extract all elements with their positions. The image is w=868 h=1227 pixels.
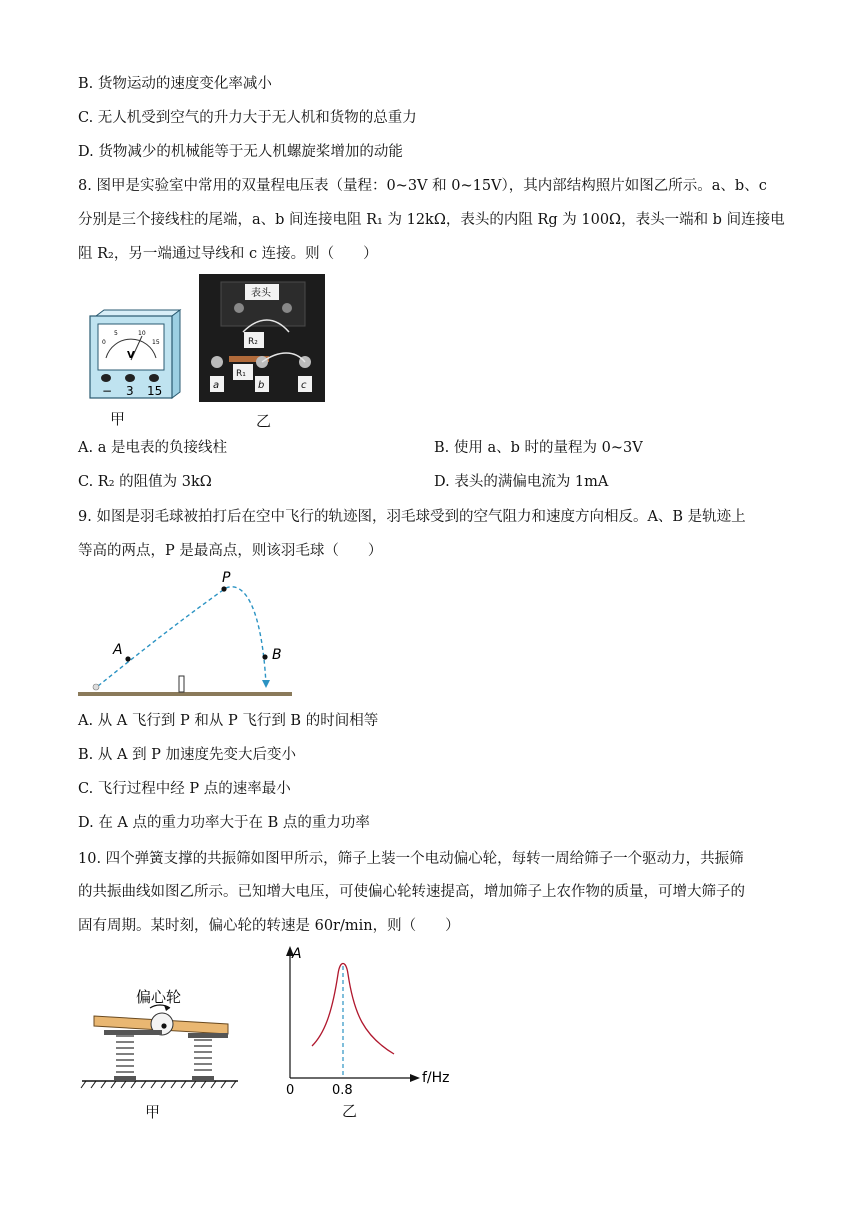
q8-figure-jia-caption: 甲 <box>110 410 126 428</box>
q9-stem-line1: 9. 如图是羽毛球被拍打后在空中飞行的轨迹图，羽毛球受到的空气阻力和速度方向相反。A、B 是轨迹上 <box>78 509 746 525</box>
terminal-b-label: b <box>258 380 265 391</box>
point-b-label: B <box>272 647 282 663</box>
q10-figure-yi-caption: 乙 <box>342 1102 358 1120</box>
voltmeter-internal-photo <box>199 274 325 402</box>
point-a-label: A <box>113 642 123 658</box>
terminal-a-label: a <box>213 380 220 391</box>
q8-option-b: B. 使用 a、b 时的量程为 0~3V <box>434 440 643 456</box>
q8-option-a: A. a 是电表的负接线柱 <box>78 440 227 456</box>
r1-label: R₁ <box>236 369 246 379</box>
q8-stem-line1: 8. 图甲是实验室中常用的双量程电压表（量程：0~3V 和 0~15V），其内部结构照片如图乙所示。a、b、c <box>78 178 767 194</box>
resonance-sieve-figure <box>78 980 238 1090</box>
dial-unit: V <box>127 350 135 361</box>
point-p-label: P <box>222 570 231 586</box>
q9-option-a: A. 从 A 飞行到 P 和从 P 飞行到 B 的时间相等 <box>78 713 379 729</box>
terminal-15-label: 15 <box>147 384 163 398</box>
terminal-3-label: 3 <box>126 384 134 398</box>
dial-tick-label: 0 <box>102 339 106 346</box>
q8-option-d: D. 表头的满偏电流为 1mA <box>434 474 609 490</box>
dial-tick-label: 10 <box>138 330 146 337</box>
q10-stem-line2: 的共振曲线如图乙所示。已知增大电压，可使偏心轮转速提高，增加筛子上农作物的质量，可增大筛子的 <box>78 884 745 900</box>
q9-stem-line2: 等高的两点，P 是最高点，则该羽毛球（ ） <box>78 543 383 559</box>
eccentric-wheel-label: 偏心轮 <box>136 988 182 1006</box>
q7-option-c: C. 无人机受到空气的升力大于无人机和货物的总重力 <box>78 110 417 126</box>
origin-label: 0 <box>286 1083 295 1098</box>
q10-stem-line1: 10. 四个弹簧支撑的共振筛如图甲所示，筛子上装一个电动偏心轮，每转一周给筛子一个驱动力，共振筛 <box>78 851 744 867</box>
q9-option-c: C. 飞行过程中经 P 点的速率最小 <box>78 781 291 797</box>
q8-stem-line2: 分别是三个接线柱的尾端，a、b 间连接电阻 R₁ 为 12kΩ，表头的内阻 Rg 为 100Ω，表头一端和 b 间连接电 <box>78 212 785 228</box>
q9-option-d: D. 在 A 点的重力功率大于在 B 点的重力功率 <box>78 815 370 831</box>
shuttlecock-trajectory-figure <box>78 566 294 702</box>
q8-stem-line3: 阻 R₂，另一端通过导线和 c 连接。则（ ） <box>78 246 378 262</box>
q9-option-b: B. 从 A 到 P 加速度先变大后变小 <box>78 747 297 763</box>
q7-option-b: B. 货物运动的速度变化率减小 <box>78 76 272 92</box>
y-axis-label: A <box>292 946 302 962</box>
q7-option-d: D. 货物减少的机械能等于无人机螺旋桨增加的动能 <box>78 144 403 160</box>
q10-stem-line3: 固有周期。某时刻，偏心轮的转速是 60r/min，则（ ） <box>78 918 460 934</box>
terminal-minus-label: − <box>102 384 113 398</box>
r2-label: R₂ <box>248 337 258 347</box>
q8-figure-yi-caption: 乙 <box>256 412 272 430</box>
q10-figure-jia-caption: 甲 <box>145 1103 161 1121</box>
dial-tick-label: 5 <box>114 330 118 337</box>
peak-frequency-tick-label: 0.8 <box>332 1083 353 1098</box>
header-label: 表头 <box>251 288 271 299</box>
dial-tick-label: 15 <box>152 339 160 346</box>
x-axis-label: f/Hz <box>422 1070 450 1086</box>
voltmeter-figure <box>80 308 190 404</box>
terminal-c-label: c <box>301 380 307 391</box>
q8-option-c: C. R₂ 的阻值为 3kΩ <box>78 474 212 490</box>
resonance-curve-figure <box>280 944 466 1098</box>
